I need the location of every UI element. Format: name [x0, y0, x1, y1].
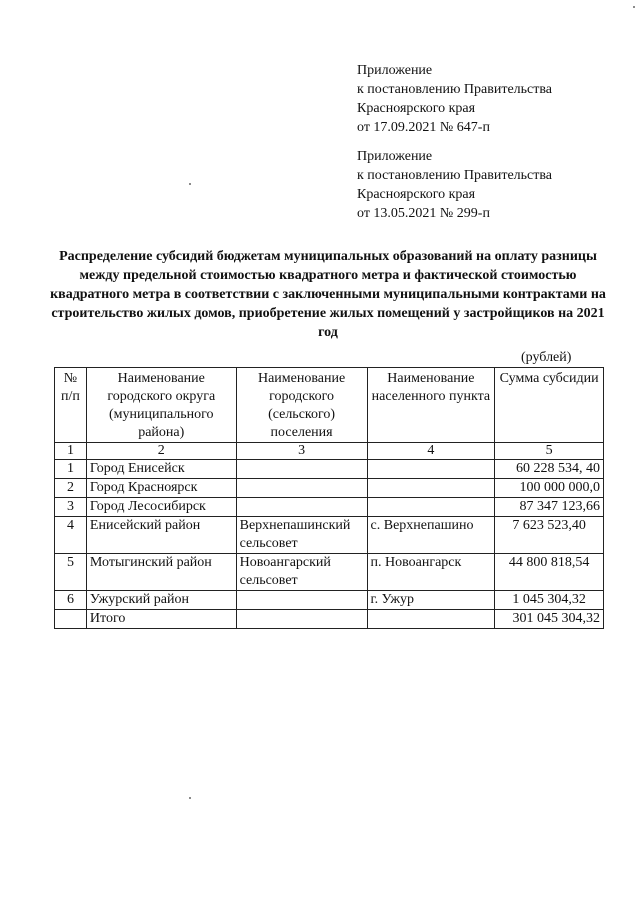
- index-cell: 2: [86, 443, 236, 460]
- row-locality: п. Новоангарск: [367, 554, 495, 591]
- table-row: [55, 460, 604, 479]
- row-sum: 301 045 304,32: [495, 610, 604, 629]
- header-locality: Наименование населенного пункта: [367, 368, 495, 443]
- row-number: 2: [55, 479, 87, 498]
- approval-line: от 17.09.2021 № 647-п: [357, 120, 490, 135]
- units-label: (рублей): [521, 350, 572, 365]
- scan-dot: [189, 797, 191, 799]
- row-locality: с. Верхнепашино: [367, 517, 495, 554]
- table-header-row: [55, 368, 604, 443]
- document-title: Распределение субсидий бюджетам муниципальных образований на оплату разницы между предельной стоимостью квадратного метра и фактической стоимостью квадратного метра в соответствии с заключенными муниципальными контрактами на строительство жилых домов, приобретение жилых помещений у застройщиков на 2021 год: [50, 249, 606, 340]
- row-settlement: [236, 591, 367, 610]
- row-sum: 60 228 534, 40: [495, 460, 604, 479]
- row-district: Город Енисейск: [86, 460, 236, 479]
- approval-block-2: [357, 147, 552, 223]
- table-row: [55, 610, 604, 629]
- row-number: [55, 610, 87, 629]
- index-cell: 3: [236, 443, 367, 460]
- approval-line: от 13.05.2021 № 299-п: [357, 206, 490, 221]
- table-row: [55, 498, 604, 517]
- approval-line: Приложение: [357, 149, 433, 164]
- approval-line: Приложение: [357, 63, 433, 78]
- row-locality: [367, 460, 495, 479]
- row-settlement: Новоангарский сельсовет: [236, 554, 367, 591]
- table-row: [55, 479, 604, 498]
- approval-line: к постановлению Правительства: [357, 82, 553, 97]
- table-row: [55, 517, 604, 554]
- approval-block-1: [357, 61, 552, 137]
- row-sum: 100 000 000,0: [495, 479, 604, 498]
- column-index-row: [55, 443, 604, 460]
- row-locality: [367, 498, 495, 517]
- header-settlement: Наименование городского (сельского) поселения: [236, 368, 367, 443]
- index-cell: 5: [495, 443, 604, 460]
- row-number: 6: [55, 591, 87, 610]
- index-cell: 1: [55, 443, 87, 460]
- row-number: 5: [55, 554, 87, 591]
- row-district: Город Красноярск: [86, 479, 236, 498]
- header-sum: Сумма субсидии: [495, 368, 604, 443]
- scan-dot: [633, 6, 635, 8]
- row-district: Итого: [86, 610, 236, 629]
- row-settlement: [236, 460, 367, 479]
- table-row: [55, 554, 604, 591]
- scan-dot: [189, 183, 191, 185]
- row-sum: 7 623 523,40: [495, 517, 604, 554]
- row-district: Мотыгинский район: [86, 554, 236, 591]
- row-sum: 87 347 123,66: [495, 498, 604, 517]
- row-number: 3: [55, 498, 87, 517]
- row-district: Ужурский район: [86, 591, 236, 610]
- row-locality: [367, 479, 495, 498]
- row-settlement: Верхнепашинский сельсовет: [236, 517, 367, 554]
- approval-line: Красноярского края: [357, 187, 476, 202]
- row-settlement: [236, 498, 367, 517]
- row-locality: г. Ужур: [367, 591, 495, 610]
- row-settlement: [236, 610, 367, 629]
- approval-line: Красноярского края: [357, 101, 476, 116]
- header-number: № п/п: [55, 368, 87, 443]
- subsidy-table: [54, 367, 604, 629]
- approval-line: к постановлению Правительства: [357, 168, 553, 183]
- row-number: 4: [55, 517, 87, 554]
- row-district: Город Лесосибирск: [86, 498, 236, 517]
- row-sum: 44 800 818,54: [495, 554, 604, 591]
- row-locality: [367, 610, 495, 629]
- row-settlement: [236, 479, 367, 498]
- header-district: Наименование городского округа (муниципального района): [86, 368, 236, 443]
- row-district: Енисейский район: [86, 517, 236, 554]
- table-row: [55, 591, 604, 610]
- row-number: 1: [55, 460, 87, 479]
- row-sum: 1 045 304,32: [495, 591, 604, 610]
- index-cell: 4: [367, 443, 495, 460]
